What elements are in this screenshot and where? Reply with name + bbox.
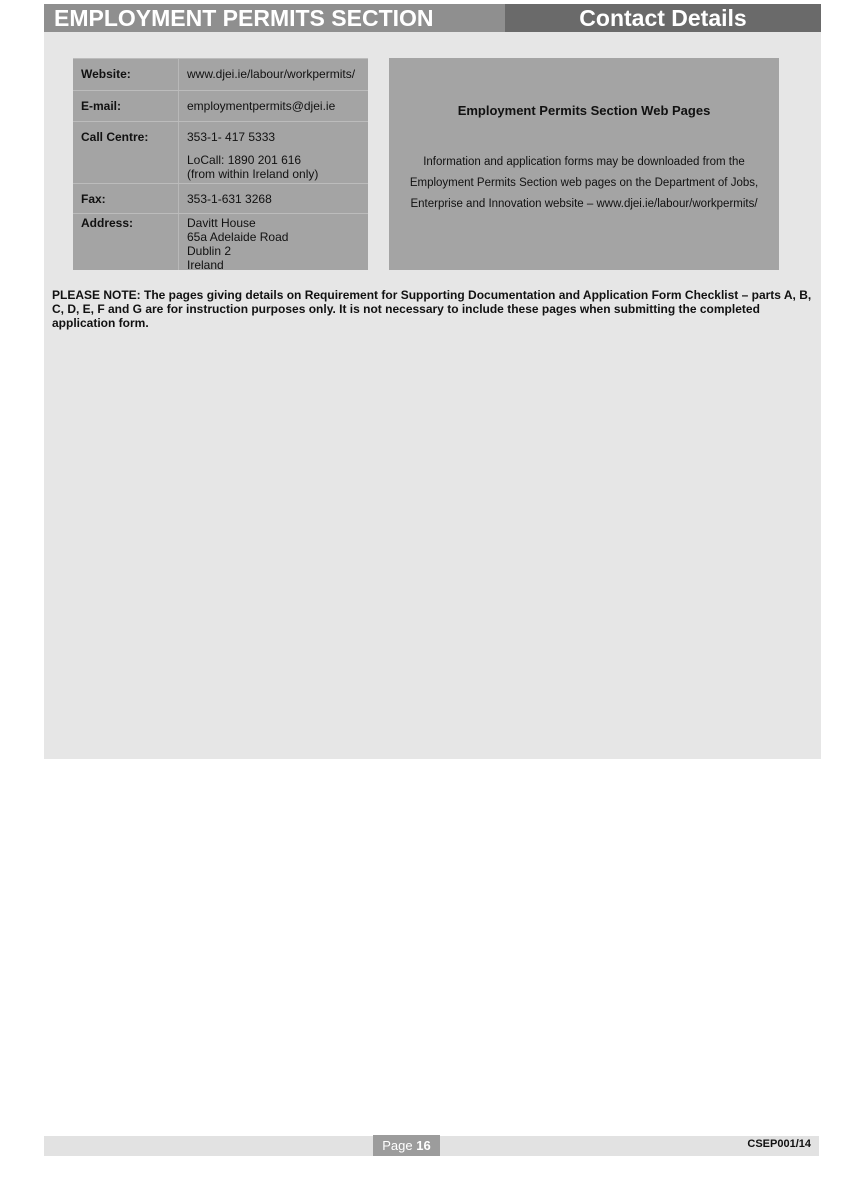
web-pages-title: Employment Permits Section Web Pages [457,103,711,118]
web-pages-line: Employment Permits Section web pages on the Department of Jobs, [409,177,759,189]
address-line: Dublin 2 [187,244,232,258]
address-line: Ireland [187,258,224,272]
page-heading: Contact Details [505,4,821,32]
please-note-text: PLEASE NOTE: The pages giving details on Requirement for Supporting Documentation and Application Form Checklist – parts A, B, C, D, E, F and G are for instruction purposes only. It is not necessary to include these pages when submitting the completed application form. [52,288,812,330]
contact-row-website [73,58,368,90]
page-number: 16 [416,1138,431,1153]
section-title: EMPLOYMENT PERMITS SECTION [44,4,505,32]
call-centre-label: Call Centre: [81,130,149,144]
fax-value: 353-1-631 3268 [187,192,272,206]
contact-row-address [73,213,368,270]
address-line: 65a Adelaide Road [187,230,289,244]
page-label: Page [382,1138,413,1153]
address-label: Address: [81,216,134,230]
call-centre-value [187,130,318,181]
page-number-badge [373,1135,440,1156]
locall-number: LoCall: 1890 201 616 [187,153,302,167]
email-label: E-mail: [81,99,122,113]
fax-label: Fax: [81,192,106,206]
contact-row-fax [73,183,368,213]
web-pages-box [389,58,779,270]
website-label: Website: [81,67,131,81]
web-pages-text [397,152,771,215]
website-value: www.djei.ie/labour/workpermits/ [187,67,356,81]
address-line: Davitt House [187,216,256,230]
document-code: CSEP001/14 [747,1138,811,1150]
contact-details-box [73,58,368,270]
locall-note: (from within Ireland only) [187,167,319,181]
contact-row-email [73,90,368,121]
address-value [187,216,288,272]
contact-row-call-centre [73,121,368,183]
web-pages-line: Enterprise and Innovation website – www.djei.ie/labour/workpermits/ [410,198,758,210]
web-pages-line: Information and application forms may be downloaded from the [423,156,745,168]
call-centre-number: 353-1- 417 5333 [187,130,276,144]
email-value: employmentpermits@djei.ie [187,99,336,113]
